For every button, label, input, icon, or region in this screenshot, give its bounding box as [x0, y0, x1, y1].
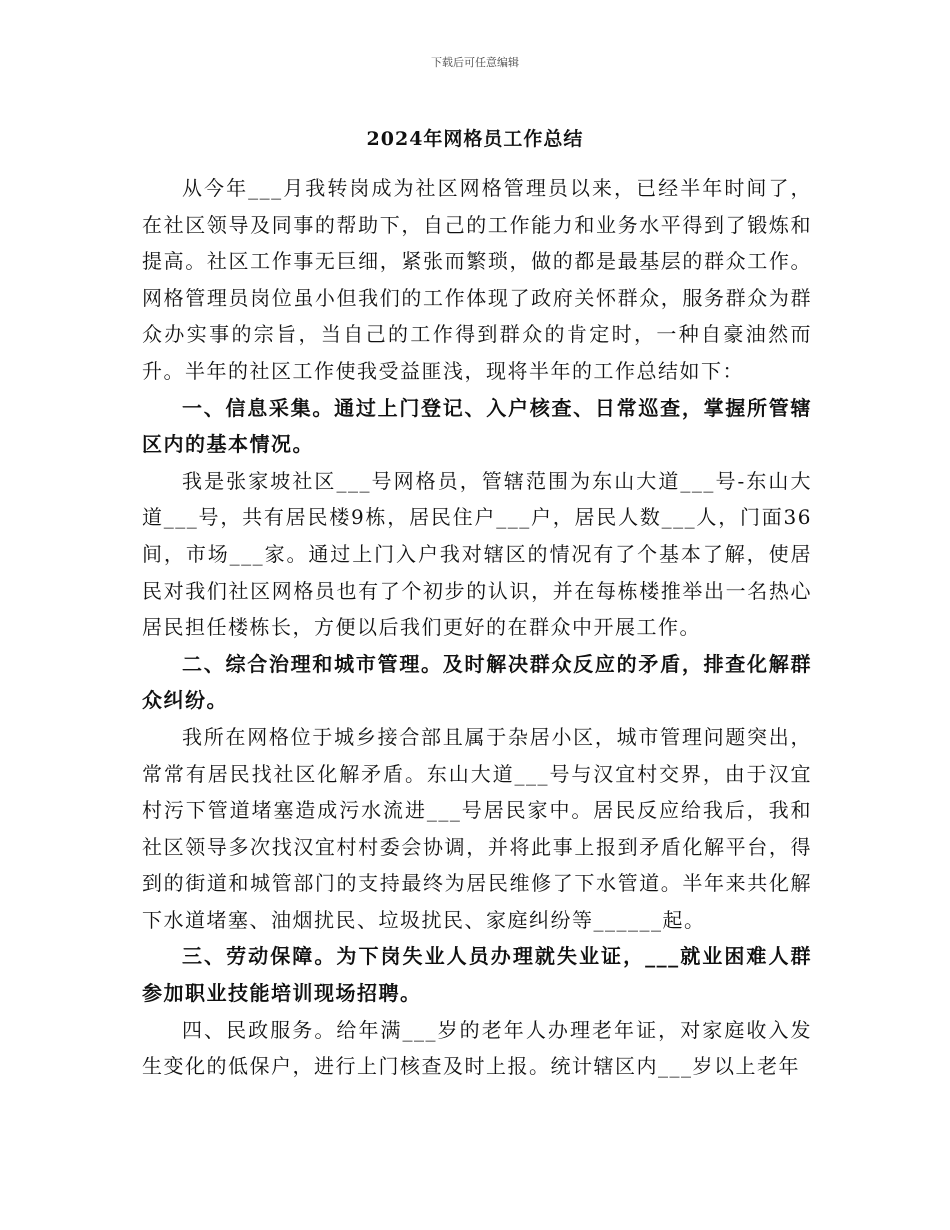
page-header: 下载后可任意编辑 [431, 56, 519, 69]
civil-affairs-paragraph: 四、民政服务。给年满___岁的老年人办理老年证，对家庭收入发生变化的低保户，进行上门核查及时上报。统计辖区内___岁以上老年 [142, 1017, 812, 1079]
document-title: 2024年网格员工作总结 [366, 128, 584, 150]
governance-paragraph: 我所在网格位于城乡接合部且属于杂居小区，城市管理问题突出，常常有居民找社区化解矛盾。东山大道___号与汉宜村交界，由于汉宜村污下管道堵塞造成污水流进___号居民家中。居民反应给我后，我和社区领导多次找汉宜村村委会协调，并将此事上报到矛盾化解平台，得到的街道和城管部门的支持最终为居民维修了下水管道。半年来共化解下水道堵塞、油烟扰民、垃圾扰民、家庭纠纷等______起。 [142, 724, 812, 932]
intro-paragraph: 从今年___月我转岗成为社区网格管理员以来，已经半年时间了，在社区领导及同事的帮助下，自己的工作能力和业务水平得到了锻炼和提高。社区工作事无巨细，紧张而繁琐，做的都是最基层的群众工作。网格管理员岗位虽小但我们的工作体现了政府关怀群众，服务群众为群众办实事的宗旨，当自己的工作得到群众的肯定时，一种自豪油然而升。半年的社区工作使我受益匪浅，现将半年的工作总结如下： [142, 176, 812, 383]
document-body [142, 170, 812, 1085]
info-collection-paragraph: 我是张家坡社区___号网格员，管辖范围为东山大道___号-东山大道___号，共有居民楼9栋，居民住户___户，居民人数___人，门面36间，市场___家。通过上门入户我对辖区的情况有了个基本了解，使居民对我们社区网格员也有了个初步的认识，并在每栋楼推举出一名热心居民担任楼栋长，方便以后我们更好的在群众中开展工作。 [142, 468, 812, 640]
section-heading-labor: 三、劳动保障。为下岗失业人员办理就失业证，___就业困难人群参加职业技能培训现场招聘。 [142, 944, 812, 1006]
section-heading-info-collection: 一、信息采集。通过上门登记、入户核查、日常巡查，掌握所管辖区内的基本情况。 [142, 395, 812, 457]
section-heading-governance: 二、综合治理和城市管理。及时解决群众反应的矛盾，排查化解群众纠纷。 [142, 651, 812, 713]
